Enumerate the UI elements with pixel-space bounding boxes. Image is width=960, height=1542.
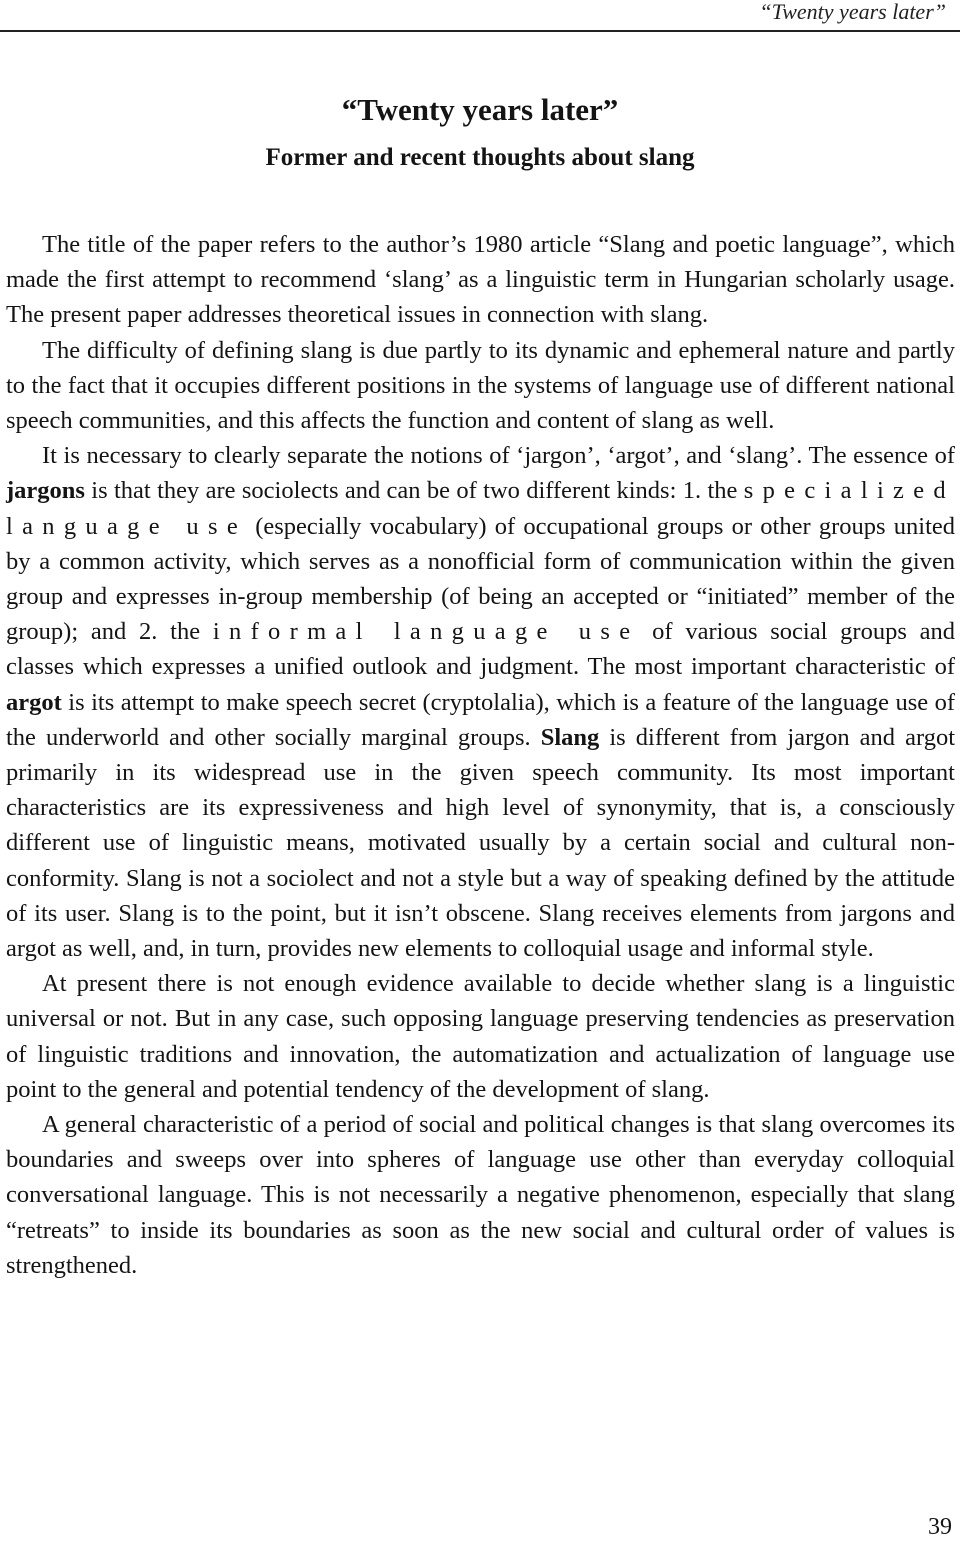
text-run: is that they are sociolects and can be of two different kinds: 1. the — [84, 477, 744, 505]
paragraph-universal: At present there is not enough evidence available to decide whether slang is a linguistic universal or not. But in any case, such opposing language preserving tendencies as preservation of linguistic traditions and innovation, the automatization and actualization of language use point to the general and potential tendency of the development of slang. — [6, 970, 955, 1103]
article-title: “Twenty years later” — [341, 92, 619, 127]
running-header-title: “Twenty years later” — [759, 0, 946, 24]
text-run: (especially vocabulary) of occupational groups or other groups united by a common activity, which serves as a nonofficial form of communication within the given group and expresses in-group membership (of being an accepted or “initiated” member of the group); and 2. the — [6, 512, 956, 646]
term-jargons: jargons — [6, 477, 85, 505]
paragraph-definitions — [6, 438, 955, 966]
paragraph-difficulty: The difficulty of defining slang is due partly to its dynamic and ephemeral nature and partly to the fact that it occupies different positions in the systems of language use of different national speech communities, and this affects the function and content of slang as well. — [6, 336, 955, 435]
spaced-term-specialized: specialized language use — [6, 477, 955, 540]
term-argot: argot — [6, 688, 62, 716]
term-slang: Slang — [540, 723, 600, 751]
paragraph-changes: A general characteristic of a period of social and political changes is that slang overcomes its boundaries and sweeps over into spheres of language use other than everyday colloquial conversational language. This is not necessarily a negative phenomenon, especially that slang “retreats” to inside its boundaries as soon as the new social and cultural order of values is strengthened. — [6, 1111, 955, 1279]
text-run: is its attempt to make speech secret (cryptolalia), which is a feature of the language use of the underworld and other socially marginal groups. — [6, 688, 955, 751]
article-subtitle: Former and recent thoughts about slang — [265, 144, 695, 171]
text-run: is different from jargon and argot primarily in its widespread use in the given speech community. Its most important characteristics are its expressiveness and high level of synonymity, that is, a consciously different use of linguistic means, motivated usually by a certain social and cultural nonconformity. Slang is not a sociolect and not a style but a way of speaking defined by the attitude of its user. Slang is to the point, but it isn’t obscene. Slang receives elements from jargons and argot as well, and, in turn, provides new elements to colloquial usage and informal style. — [6, 723, 955, 963]
paragraph-intro: The title of the paper refers to the author’s 1980 article “Slang and poetic language”, which made the first attempt to recommend ‘slang’ as a linguistic term in Hungarian scholarly usage. The present paper addresses theoretical issues in connection with slang. — [6, 231, 955, 329]
spaced-term-informal: informal language use — [212, 618, 640, 646]
running-header — [0, 0, 960, 32]
text-run: It is necessary to clearly separate the notions of ‘jargon’, ‘argot’, and ‘slang’. The essence of — [42, 442, 955, 470]
page-number: 39 — [928, 1514, 952, 1540]
article-body — [6, 227, 955, 1283]
text-run: of various social groups and classes which expresses a unified outlook and judgment. The most important characteristic of — [6, 618, 956, 681]
